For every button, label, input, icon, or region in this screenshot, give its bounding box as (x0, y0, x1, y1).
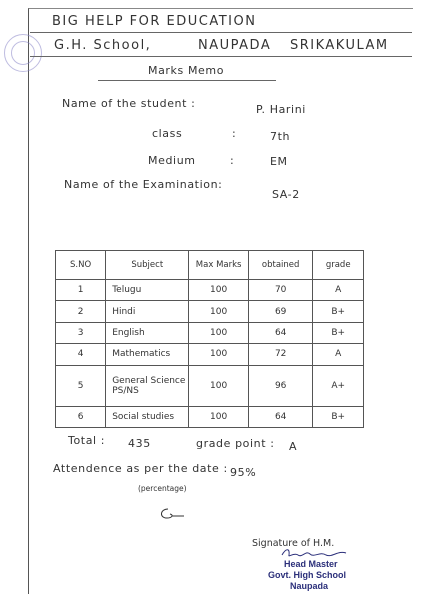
row-grade: A (313, 344, 364, 365)
row-sno: 5 (56, 365, 106, 406)
school-district: SRIKAKULAM (290, 38, 389, 53)
row-max-marks: 100 (189, 322, 249, 343)
student-name-label: Name of the student : (62, 97, 196, 110)
row-sno: 1 (56, 280, 106, 301)
row-grade: A+ (313, 365, 364, 406)
row-subject: Hindi (106, 301, 189, 322)
col-subject: Subject (106, 251, 189, 280)
class-value: 7th (270, 130, 291, 143)
marks-table (55, 250, 364, 428)
initials-mark-icon (156, 506, 186, 522)
header-rule-2 (30, 56, 412, 57)
table-row (56, 322, 364, 343)
table-row (56, 344, 364, 365)
row-sno: 4 (56, 344, 106, 365)
row-max-marks: 100 (189, 406, 249, 427)
medium-colon: : (230, 154, 235, 167)
row-subject: Social studies (106, 406, 189, 427)
row-grade: B+ (313, 406, 364, 427)
row-max-marks: 100 (189, 301, 249, 322)
row-sno: 2 (56, 301, 106, 322)
col-max-marks: Max Marks (189, 251, 249, 280)
attendance-value: 95% (230, 466, 257, 479)
row-obtained: 69 (248, 301, 312, 322)
col-grade: grade (313, 251, 364, 280)
exam-value: SA-2 (272, 188, 300, 201)
row-obtained: 70 (248, 280, 312, 301)
row-obtained: 64 (248, 406, 312, 427)
attendance-note: (percentage) (138, 484, 187, 493)
row-obtained: 64 (248, 322, 312, 343)
medium-label: Medium (148, 154, 196, 167)
row-subject: General Science PS/NS (106, 365, 189, 406)
row-grade: B+ (313, 301, 364, 322)
school-place: NAUPADA (198, 38, 272, 53)
row-max-marks: 100 (189, 365, 249, 406)
stamp-line-1: Head Master (284, 559, 338, 569)
col-obtained: obtained (248, 251, 312, 280)
student-name-value: P. Harini (256, 103, 306, 116)
table-header-row (56, 251, 364, 280)
row-subject: English (106, 322, 189, 343)
school-seal-icon (4, 34, 42, 72)
handwritten-signature-icon (280, 546, 350, 560)
school-name: G.H. School, (54, 38, 152, 53)
row-max-marks: 100 (189, 280, 249, 301)
stamp-line-3: Naupada (290, 581, 329, 591)
row-obtained: 72 (248, 344, 312, 365)
table-row (56, 406, 364, 427)
table-row (56, 280, 364, 301)
exam-label: Name of the Examination: (64, 178, 223, 191)
row-grade: B+ (313, 322, 364, 343)
row-grade: A (313, 280, 364, 301)
row-subject: Telugu (106, 280, 189, 301)
table-row (56, 301, 364, 322)
grade-point-value: A (289, 440, 298, 453)
signature-label: Signature of H.M. (252, 538, 335, 549)
total-value: 435 (128, 437, 151, 450)
grade-point-label: grade point : (196, 437, 275, 450)
medium-value: EM (270, 155, 288, 168)
header-title: BIG HELP FOR EDUCATION (52, 14, 257, 29)
header-rule-1 (30, 32, 412, 33)
memo-title: Marks Memo (148, 64, 225, 77)
table-row (56, 365, 364, 406)
row-subject: Mathematics (106, 344, 189, 365)
row-max-marks: 100 (189, 344, 249, 365)
stamp-line-2: Govt. High School (268, 570, 346, 580)
class-colon: : (232, 127, 237, 140)
total-label: Total : (68, 434, 106, 447)
row-sno: 3 (56, 322, 106, 343)
row-sno: 6 (56, 406, 106, 427)
memo-title-underline (98, 80, 276, 81)
col-sno: S.NO (56, 251, 106, 280)
class-label: class (152, 127, 183, 140)
attendance-label: Attendence as per the date : (53, 462, 228, 475)
row-obtained: 96 (248, 365, 312, 406)
